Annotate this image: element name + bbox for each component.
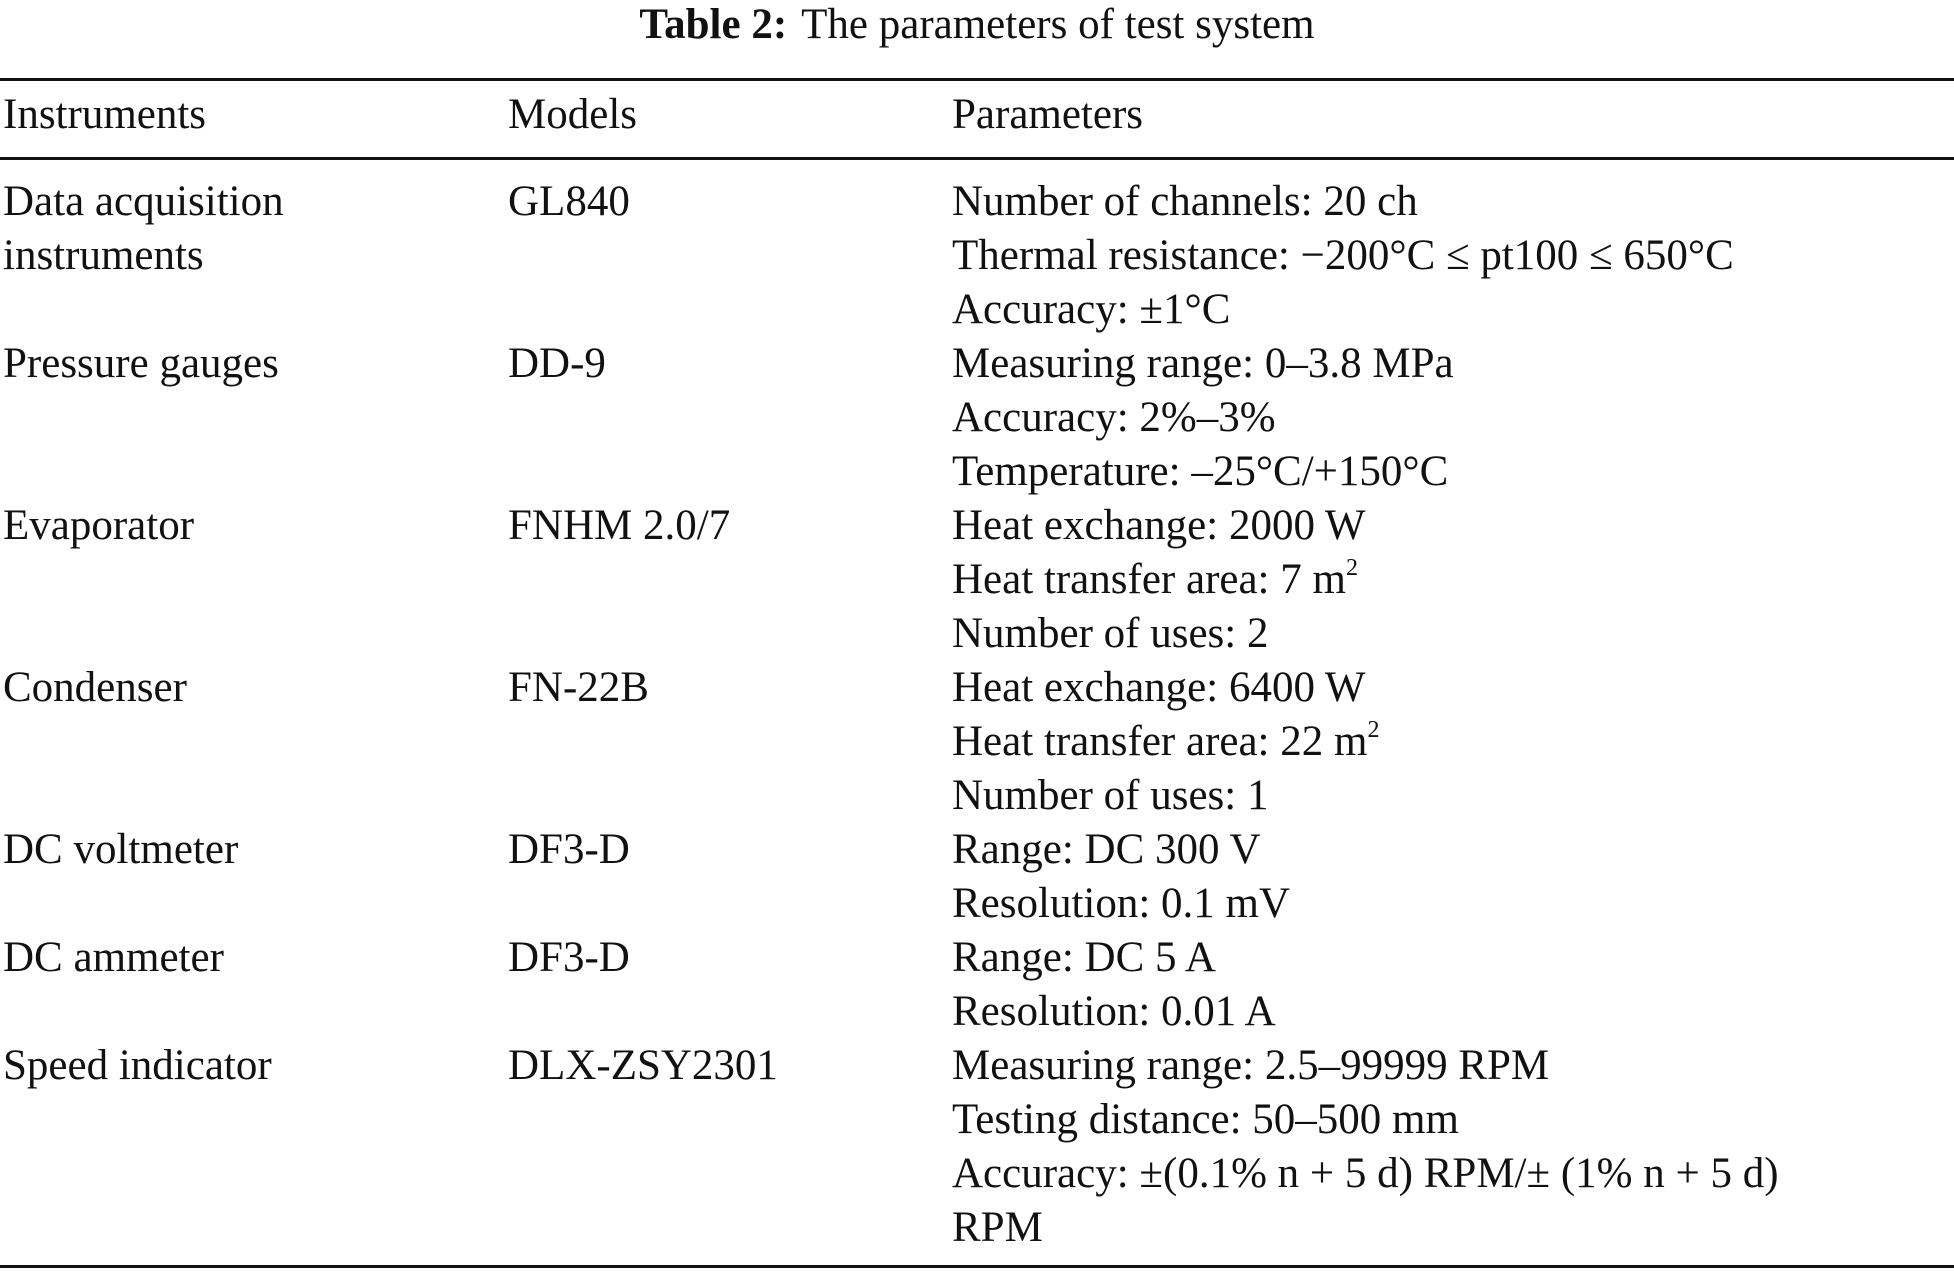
model-cell bbox=[505, 499, 949, 661]
model-cell bbox=[505, 337, 949, 499]
parameter-text: Range: DC 5 A bbox=[952, 934, 1216, 981]
instrument-cell bbox=[0, 823, 505, 931]
top-rule bbox=[0, 78, 1954, 81]
parameter-text: Accuracy: 2%–3% bbox=[952, 394, 1276, 441]
model-cell bbox=[505, 823, 949, 931]
parameter-text: Heat transfer area: 22 m bbox=[952, 718, 1368, 765]
model-name: DLX-ZSY2301 bbox=[508, 1042, 778, 1089]
parameter-line bbox=[952, 283, 1954, 337]
instrument-cell bbox=[0, 1039, 505, 1255]
table-row bbox=[0, 931, 1954, 1039]
table-header bbox=[0, 88, 1954, 142]
parameter-text: Heat exchange: 6400 W bbox=[952, 664, 1366, 711]
parameters-cell bbox=[949, 175, 1954, 337]
unit-superscript: 2 bbox=[1345, 555, 1358, 581]
parameter-line bbox=[952, 445, 1954, 499]
parameter-text: Heat exchange: 2000 W bbox=[952, 502, 1366, 549]
table-row bbox=[0, 175, 1954, 337]
table-caption-label: Table 2: bbox=[639, 1, 788, 48]
parameter-text: Testing distance: 50–500 mm bbox=[952, 1096, 1459, 1143]
instrument-cell bbox=[0, 337, 505, 499]
header-models: Models bbox=[508, 91, 637, 138]
instrument-name-line: Data acquisition bbox=[3, 178, 284, 225]
model-name: FNHM 2.0/7 bbox=[508, 502, 731, 549]
table-row bbox=[0, 823, 1954, 931]
parameter-line bbox=[952, 769, 1954, 823]
parameter-text: Thermal resistance: −200°C ≤ pt100 ≤ 650°C bbox=[952, 232, 1734, 279]
parameter-line bbox=[952, 985, 1954, 1039]
table-row bbox=[0, 1039, 1954, 1255]
parameter-text: Measuring range: 0–3.8 MPa bbox=[952, 340, 1454, 387]
instrument-cell bbox=[0, 499, 505, 661]
parameter-line bbox=[952, 499, 1954, 553]
parameter-line bbox=[952, 715, 1954, 769]
parameter-text: Resolution: 0.1 mV bbox=[952, 880, 1291, 927]
parameter-line bbox=[952, 1039, 1954, 1093]
parameter-line bbox=[952, 661, 1954, 715]
parameter-text: Heat transfer area: 7 m bbox=[952, 556, 1346, 603]
instrument-name-line: Speed indicator bbox=[3, 1042, 272, 1089]
table-row bbox=[0, 337, 1954, 499]
model-cell bbox=[505, 931, 949, 1039]
parameter-text: Number of channels: 20 ch bbox=[952, 178, 1418, 225]
instrument-name-line: DC ammeter bbox=[3, 934, 224, 981]
parameter-line bbox=[952, 823, 1954, 877]
parameter-line bbox=[952, 931, 1954, 985]
model-name: DF3-D bbox=[508, 934, 630, 981]
parameter-text: Accuracy: ±1°C bbox=[952, 286, 1231, 333]
model-name: DD-9 bbox=[508, 340, 606, 387]
parameter-line bbox=[952, 607, 1954, 661]
unit-superscript: 2 bbox=[1367, 717, 1380, 743]
parameters-cell bbox=[949, 499, 1954, 661]
model-name: DF3-D bbox=[508, 826, 630, 873]
instrument-name-line: instruments bbox=[3, 232, 204, 279]
parameter-text: Resolution: 0.01 A bbox=[952, 988, 1276, 1035]
header-instruments: Instruments bbox=[3, 91, 207, 138]
bottom-rule bbox=[0, 1265, 1954, 1268]
parameter-line bbox=[952, 391, 1954, 445]
parameter-text: Number of uses: 1 bbox=[952, 772, 1269, 819]
instrument-name-line: Condenser bbox=[3, 664, 187, 711]
table-row bbox=[0, 661, 1954, 823]
model-cell bbox=[505, 1039, 949, 1255]
model-name: GL840 bbox=[508, 178, 630, 225]
parameter-line bbox=[952, 337, 1954, 391]
parameters-cell bbox=[949, 1039, 1954, 1255]
parameter-line bbox=[952, 877, 1954, 931]
model-cell bbox=[505, 175, 949, 337]
header-parameters: Parameters bbox=[952, 91, 1144, 138]
header-rule bbox=[0, 157, 1954, 160]
parameters-cell bbox=[949, 337, 1954, 499]
model-name: FN-22B bbox=[508, 664, 649, 711]
parameter-text: Measuring range: 2.5–99999 RPM bbox=[952, 1042, 1550, 1089]
table-row bbox=[0, 499, 1954, 661]
parameter-line bbox=[952, 175, 1954, 229]
parameter-line bbox=[952, 1093, 1954, 1147]
table-body bbox=[0, 175, 1954, 1255]
parameter-text: Accuracy: ±(0.1% n + 5 d) RPM/± (1% n + 5 d) bbox=[952, 1150, 1779, 1197]
parameter-line bbox=[952, 1147, 1954, 1201]
table-caption-title: The parameters of test system bbox=[801, 1, 1315, 48]
parameter-text: Number of uses: 2 bbox=[952, 610, 1269, 657]
instrument-cell bbox=[0, 661, 505, 823]
parameter-line bbox=[952, 229, 1954, 283]
parameter-text: Temperature: –25°C/+150°C bbox=[952, 448, 1449, 495]
parameter-text: Range: DC 300 V bbox=[952, 826, 1261, 873]
header-row bbox=[0, 88, 1954, 142]
parameters-cell bbox=[949, 661, 1954, 823]
table-caption bbox=[0, 0, 1954, 50]
parameters-cell bbox=[949, 823, 1954, 931]
instrument-name-line: DC voltmeter bbox=[3, 826, 239, 873]
instrument-cell bbox=[0, 175, 505, 337]
instrument-name-line: Pressure gauges bbox=[3, 340, 279, 387]
parameter-line bbox=[952, 1201, 1954, 1255]
instrument-name-line: Evaporator bbox=[3, 502, 195, 549]
parameter-text: RPM bbox=[952, 1204, 1043, 1251]
model-cell bbox=[505, 661, 949, 823]
parameter-line bbox=[952, 553, 1954, 607]
parameters-cell bbox=[949, 931, 1954, 1039]
instrument-cell bbox=[0, 931, 505, 1039]
